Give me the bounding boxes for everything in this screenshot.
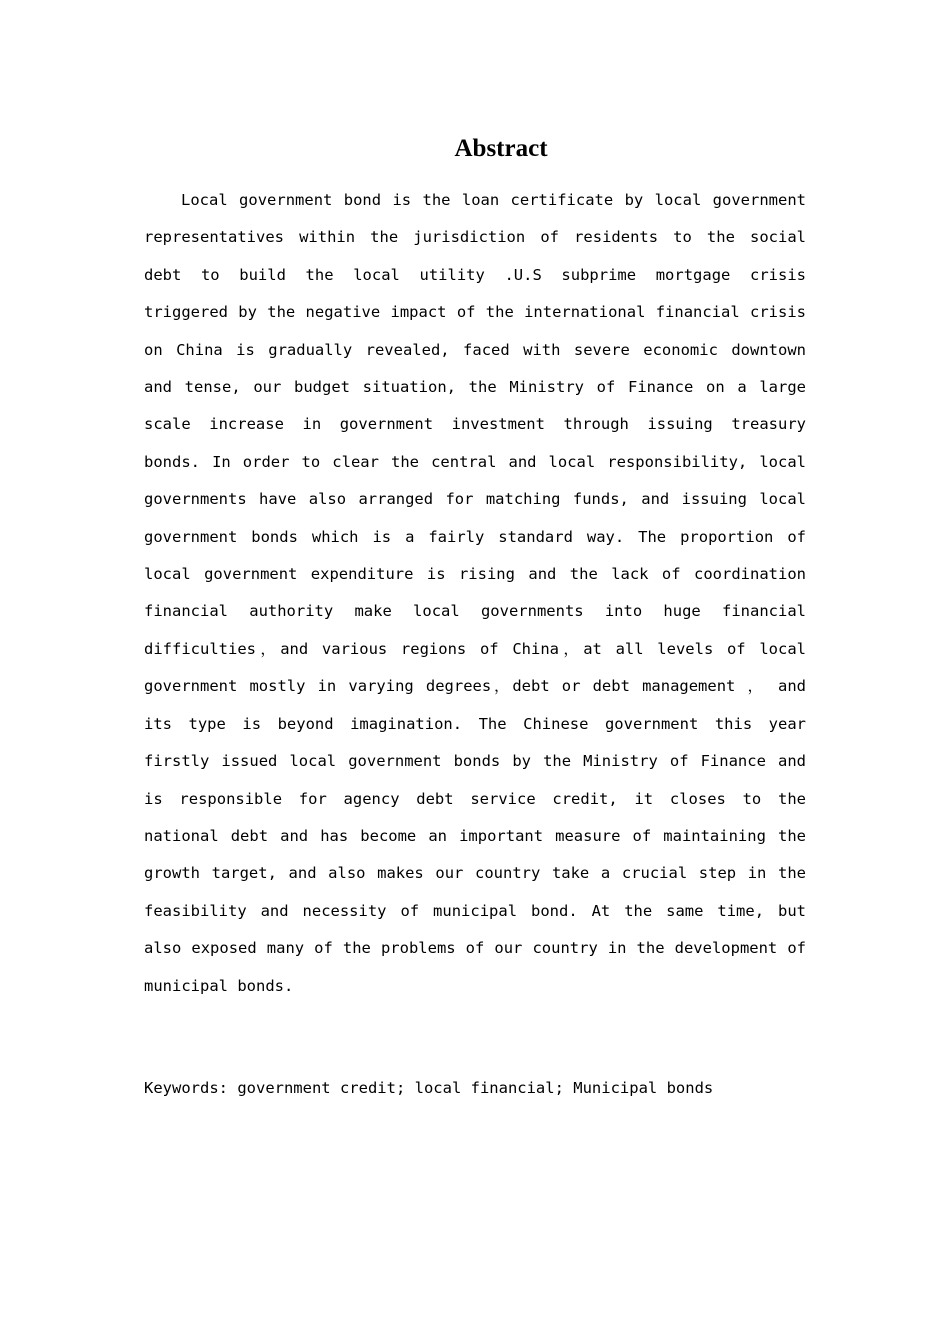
abstract-paragraph: Local government bond is the loan certificate by local government representatives within the jurisdiction of residents to the social debt to build the local utility .U.S subprime mortgage crisis triggered by the negative impact of the international financial crisis on China is gradually revealed, faced with severe economic downtown and tense, our budget situation, the Ministry of Finance on a large scale increase in government investment through issuing treasury bonds. In order to clear the central and local responsibility, local governments have also arranged for matching funds, and issuing local government bonds which is a fairly standard way. The proportion of local government expenditure is rising and the lack of coordination financial authority make local governments into huge financial difficulties，and various regions of China，at all levels of local government mostly in varying degrees，debt or debt management ， and its type is beyond imagination. The Chinese government this year firstly issued local government bonds by the Ministry of Finance and is responsible for agency debt service credit, it closes to the national debt and has become an important measure of maintaining the growth target, and also makes our country take a crucial step in the feasibility and necessity of municipal bond. At the same time, but also exposed many of the problems of our country in the development of municipal bonds. (144, 191, 806, 995)
keywords-line: Keywords: government credit; local financial; Municipal bonds (144, 1079, 714, 1097)
page-title: Abstract (454, 135, 548, 162)
